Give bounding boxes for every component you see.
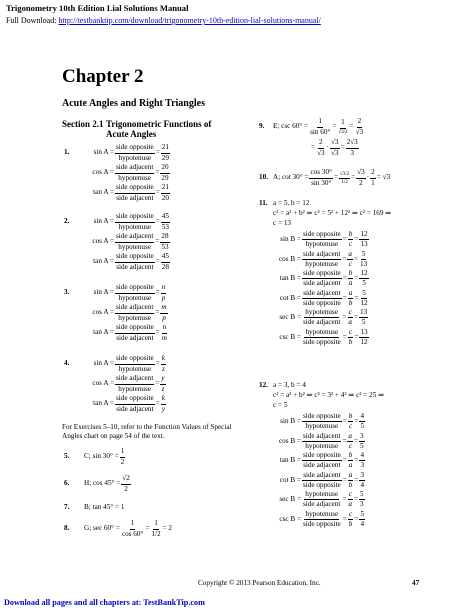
equation-lhs: cos B = [278,254,301,263]
problem-text: C; sin 30° = [84,452,119,461]
fraction: $\frac{21}{29}$ [161,143,169,162]
trig-row: csc B = $\frac{\text{hypotenuse}}{\text{side opposite}}$ = $\frac{c}{b}$ = $\frac{5}{4}$ [259,510,384,530]
section-title-cont: Acute Angles [106,129,157,139]
fraction: $\frac{3}{5}$ [360,431,364,450]
problem-2: 2. sin A = $\frac{\text{side opposite}}{\text{hypotenuse}}$ = $\frac{45}{53}$ cos A = $\frac{\text{side adjacent}}{\text{hypotenuse}}$ = $\frac{28}{53}$ tan A = $\frac{\text{side opposite}}{\text{side adjacent}}$ = $\frac{45}{28}$ [64,212,169,271]
fraction: $\frac{1}{\sin 60^\circ}$ [310,117,331,136]
fraction: $\frac{c}{a}$ [348,308,352,327]
problem-number: 7. [64,503,70,512]
equation-lhs: cot B = [279,475,301,484]
problem-number: 11. [259,199,268,207]
hypotenuse-value: c = 5 [273,401,288,409]
equation-lhs: tan B = [279,456,301,465]
fraction: $\frac{2√3}{3}$ [346,138,358,157]
fraction: $\frac{1}{\cos 60^\circ}$ [121,519,144,538]
trig-row: sec B = $\frac{\text{hypotenuse}}{\text{side adjacent}}$ = $\frac{c}{a}$ = $\frac{5}{3}$ [259,490,384,510]
trig-row: sin B = $\frac{\text{side opposite}}{\text{hypotenuse}}$ = $\frac{b}{c}$ = $\frac{12}{13}$ [259,230,391,250]
page-number: 47 [412,579,420,587]
fraction: $\frac{2}{√3}$ [355,117,364,136]
fraction: $\frac{\text{side adjacent}}{\text{hypotenuse}}$ [303,249,341,268]
equation-lhs: csc B = [279,332,301,341]
fraction: $\frac{45}{53}$ [161,212,169,231]
fraction: $\frac{20}{29}$ [161,163,169,182]
problem-number: 4. [64,359,70,368]
given-values: a = 5, b = 12 [273,199,310,207]
fraction: $\frac{1}{√3/2}$ [338,118,348,135]
fraction: $\frac{b}{c}$ [348,412,353,431]
fraction: $\frac{5}{13}$ [360,249,368,268]
pythagorean-step: c² = a² + b² ⇒ c² = 3² + 4² ⇒ c² = 25 ⇒ [273,391,385,399]
fraction: $\frac{\text{side opposite}}{\text{hypotenuse}}$ [303,230,341,249]
fraction: $\frac{\text{side adjacent}}{\text{hypotenuse}}$ [116,374,154,393]
problem-8: 8. G; sec 60° = $\frac{1}{\cos 60^\circ}$ = $\frac{1}{1/2}$ = 2 [64,519,173,538]
equation-lhs: cot B = [279,293,301,302]
trig-row: tan B = $\frac{\text{side opposite}}{\text{side adjacent}}$ = $\frac{b}{a}$ = $\frac{4}{3}$ [259,451,384,471]
fraction: $\frac{4}{5}$ [360,412,365,431]
trig-row: sec B = $\frac{\text{hypotenuse}}{\text{side adjacent}}$ = $\frac{c}{a}$ = $\frac{13}{5}$ [259,308,391,328]
equation-lhs: sin A = [93,217,114,226]
fraction: $\frac{y}{z}$ [161,374,165,393]
fraction: $\frac{√2}{2}$ [122,474,130,493]
trig-row: cot B = $\frac{\text{side adjacent}}{\text{side opposite}}$ = $\frac{a}{b}$ = $\frac{3}{4}$ [259,471,384,491]
fraction: $\frac{\text{hypotenuse}}{\text{side adjacent}}$ [303,308,341,327]
problem-number: 5. [64,452,70,461]
fraction: $\frac{√3}{√3}$ [331,138,339,157]
document-title: Trigonometry 10th Edition Lial Solutions Manual [6,3,189,13]
equation-lhs: sec B = [279,495,301,504]
fraction: $\frac{a}{c}$ [348,431,352,450]
fraction: $\frac{\text{side opposite}}{\text{side adjacent}}$ [303,451,341,470]
problem-3: 3. sin A = $\frac{\text{side opposite}}{\text{hypotenuse}}$ = $\frac{n}{p}$ cos A = $\frac{\text{side adjacent}}{\text{hypotenuse}}$ = $\frac{m}{p}$ tan A = $\frac{\text{side opposite}}{\text{side adjacent}}$ = $\frac{n}{m}$ [64,283,167,342]
problem-number: 1. [64,148,70,157]
fraction: $\frac{b}{c}$ [348,230,353,249]
fraction: $\frac{4}{3}$ [360,451,365,470]
fraction: $\frac{12}{5}$ [360,269,368,288]
problem-number: 6. [64,479,70,488]
problem-5 [64,447,126,467]
fraction: $\frac{\text{side adjacent}}{\text{hypotenuse}}$ [116,303,154,322]
fraction: $\frac{28}{53}$ [161,232,169,251]
fraction: $\frac{n}{p}$ [161,283,166,302]
problem-9: 9. E; csc 60° = $\frac{1}{\sin 60^\circ}$ = $\frac{1}{√3/2}$ = $\frac{2}{√3}$ = $\frac{2}{√3}$ · $\frac{√3}{√3}$ = $\frac{2√3}{3}$ [259,117,364,157]
fraction: $\frac{1}{2}$ [120,447,125,466]
fraction: $\frac{m}{p}$ [161,303,167,322]
equation-lhs: tan A = [93,328,114,337]
equation-lhs: tan A = [93,257,114,266]
download-line [6,16,321,25]
fraction: $\frac{\cos 30^\circ}{\sin 30^\circ}$ [310,168,332,187]
fraction: $\frac{a}{b}$ [348,470,353,489]
equation-lhs: sin B = [280,417,301,426]
fraction: $\frac{45}{28}$ [161,252,169,271]
problem-number: 8. [64,524,70,533]
exercise-note: For Exercises 5–10, refer to the Function Values of Special Angles chart on page 54 of the text. [62,423,232,441]
fraction: $\frac{√3}{2}$ [357,168,365,187]
fraction: $\frac{\text{side adjacent}}{\text{hypotenuse}}$ [116,232,154,251]
fraction: $\frac{k}{y}$ [161,394,165,413]
equation-lhs: sec B = [279,313,301,322]
fraction: $\frac{2}{√3}$ [317,138,325,157]
fraction: $\frac{2}{1}$ [371,168,375,187]
fraction: $\frac{\text{side opposite}}{\text{hypotenuse}}$ [116,354,154,373]
fraction: $\frac{\text{side adjacent}}{\text{side opposite}}$ [303,470,341,489]
fraction: $\frac{\text{side opposite}}{\text{hypotenuse}}$ [303,412,341,431]
equation-lhs: tan A = [93,188,114,197]
pythagorean-step: c² = a² + b² ⇒ c² = 5² + 12² ⇒ c² = 169 ⇒ [273,209,392,217]
trig-row: sin B = $\frac{\text{side opposite}}{\text{hypotenuse}}$ = $\frac{b}{c}$ = $\frac{4}{5}$ [259,412,384,432]
fraction: $\frac{\text{side opposite}}{\text{hypotenuse}}$ [116,143,154,162]
fraction: $\frac{k}{z}$ [161,354,165,373]
download-all-link[interactable]: Download all pages and all chapters at: TestBankTip.com [4,598,205,607]
problem-1: 1. sin A = $\frac{\text{side opposite}}{\text{hypotenuse}}$ = $\frac{21}{29}$ cos A = $\frac{\text{side adjacent}}{\text{hypotenuse}}$ = $\frac{20}{29}$ tan A = $\frac{\text{side opposite}}{\text{side adjacent}}$ = $\frac{21}{20}$ [64,143,169,202]
chapter-title: Chapter 2 [62,66,144,87]
trig-row: csc B = $\frac{\text{hypotenuse}}{\text{side opposite}}$ = $\frac{c}{b}$ = $\frac{13}{12}$ [259,328,391,348]
fraction: $\frac{\text{side opposite}}{\text{side adjacent}}$ [116,323,154,342]
problem-6 [64,474,132,494]
section-number: Section 2.1 [62,119,104,129]
trig-row: tan B = $\frac{\text{side opposite}}{\text{side adjacent}}$ = $\frac{b}{a}$ = $\frac{12}{5}$ [259,269,391,289]
fraction: $\frac{\text{hypotenuse}}{\text{side opposite}}$ [303,327,341,346]
equation-lhs: cos B = [278,436,301,445]
fraction: $\frac{c}{a}$ [348,490,352,509]
section-title: Trigonometric Functions of [106,119,212,129]
problem-number: 12. [259,381,268,389]
problem-text: B; tan 45° = 1 [84,503,125,512]
fraction: $\frac{√3/2}{1/2}$ [340,171,350,185]
fraction: $\frac{c}{b}$ [348,509,353,528]
problem-10: 10. A; cot 30° = $\frac{\cos 30^\circ}{\sin 30^\circ}$ = $\frac{√3/2}{1/2}$ = $\frac{√3}{2}$ · $\frac{2}{1}$ = √3 [259,168,391,187]
given-values: a = 3, b = 4 [273,381,306,389]
fraction: $\frac{a}{b}$ [348,288,353,307]
fraction: $\frac{a}{c}$ [348,249,352,268]
fraction: $\frac{\text{side adjacent}}{\text{hypotenuse}}$ [116,163,154,182]
fraction: $\frac{\text{side opposite}}{\text{side adjacent}}$ [116,183,154,202]
fraction: $\frac{5}{3}$ [360,490,364,509]
equation-lhs: sin A = [93,148,114,157]
fraction: $\frac{\text{side opposite}}{\text{hypotenuse}}$ [116,212,154,231]
problem-7 [64,502,124,514]
problem-11 [259,200,391,347]
problem-4: 4. sin A = $\frac{\text{side opposite}}{\text{hypotenuse}}$ = $\frac{k}{z}$ cos A = $\frac{\text{side adjacent}}{\text{hypotenuse}}$ = $\frac{y}{z}$ tan A = $\frac{\text{side opposite}}{\text{side adjacent}}$ = $\frac{k}{y}$ [64,354,165,413]
equation-lhs: sin A = [93,288,114,297]
problem-number: 2. [64,217,70,226]
download-link[interactable]: http://testbanktip.com/download/trigonometry-10th-edition-lial-solutions-manual/ [58,16,321,25]
equation-lhs: cos A = [92,308,114,317]
problem-text: A; cot 30° = [273,173,309,182]
equation-lhs: sin B = [280,235,301,244]
problem-number: 9. [259,122,265,131]
trig-row: cos B = $\frac{\text{side adjacent}}{\text{hypotenuse}}$ = $\frac{a}{c}$ = $\frac{3}{5}$ [259,432,384,452]
fraction: $\frac{\text{side adjacent}}{\text{hypotenuse}}$ [303,431,341,450]
download-prefix: Full Download: [6,16,59,25]
fraction: $\frac{\text{side adjacent}}{\text{side opposite}}$ [303,288,341,307]
fraction: $\frac{b}{a}$ [348,451,353,470]
fraction: $\frac{13}{5}$ [360,308,368,327]
fraction: $\frac{\text{hypotenuse}}{\text{side opposite}}$ [303,509,341,528]
fraction: $\frac{3}{4}$ [360,470,365,489]
equation-lhs: csc B = [279,514,301,523]
fraction: $\frac{5}{4}$ [360,509,365,528]
problem-text: E; csc 60° = [273,122,309,131]
problem-text: H; cos 45° = [84,479,121,488]
fraction: $\frac{\text{side opposite}}{\text{side adjacent}}$ [116,252,154,271]
chapter-subtitle: Acute Angles and Right Triangles [62,98,205,109]
fraction: $\frac{\text{side opposite}}{\text{hypotenuse}}$ [116,283,154,302]
fraction: $\frac{13}{12}$ [360,327,368,346]
problem-12-rows [259,412,384,529]
equation-lhs: cos A = [92,168,114,177]
equation-lhs: tan B = [279,274,301,283]
problem-number: 10. [259,173,268,182]
copyright: Copyright © 2013 Pearson Education, Inc. [198,579,321,587]
trig-row: cot B = $\frac{\text{side adjacent}}{\text{side opposite}}$ = $\frac{a}{b}$ = $\frac{5}{12}$ [259,289,391,309]
problem-11-rows [259,230,391,347]
hypotenuse-value: c = 13 [273,219,292,227]
fraction: $\frac{n}{m}$ [161,323,167,342]
fraction: $\frac{\text{side opposite}}{\text{side adjacent}}$ [303,269,341,288]
fraction: $\frac{\text{side opposite}}{\text{side adjacent}}$ [116,394,154,413]
fraction: $\frac{1}{1/2}$ [151,519,161,538]
equation-lhs: tan A = [93,399,114,408]
problem-12 [259,382,384,529]
equation-lhs: cos A = [92,379,114,388]
equation-lhs: sin A = [93,359,114,368]
fraction: $\frac{5}{12}$ [360,288,368,307]
trig-row: cos B = $\frac{\text{side adjacent}}{\text{hypotenuse}}$ = $\frac{a}{c}$ = $\frac{5}{13}$ [259,250,391,270]
problem-number: 3. [64,288,70,297]
fraction: $\frac{c}{b}$ [348,327,353,346]
fraction: $\frac{12}{13}$ [360,230,368,249]
fraction: $\frac{21}{20}$ [161,183,169,202]
problem-text: G; sec 60° = [84,524,120,533]
fraction: $\frac{b}{a}$ [348,269,353,288]
fraction: $\frac{\text{hypotenuse}}{\text{side adjacent}}$ [303,490,341,509]
equation-lhs: cos A = [92,237,114,246]
